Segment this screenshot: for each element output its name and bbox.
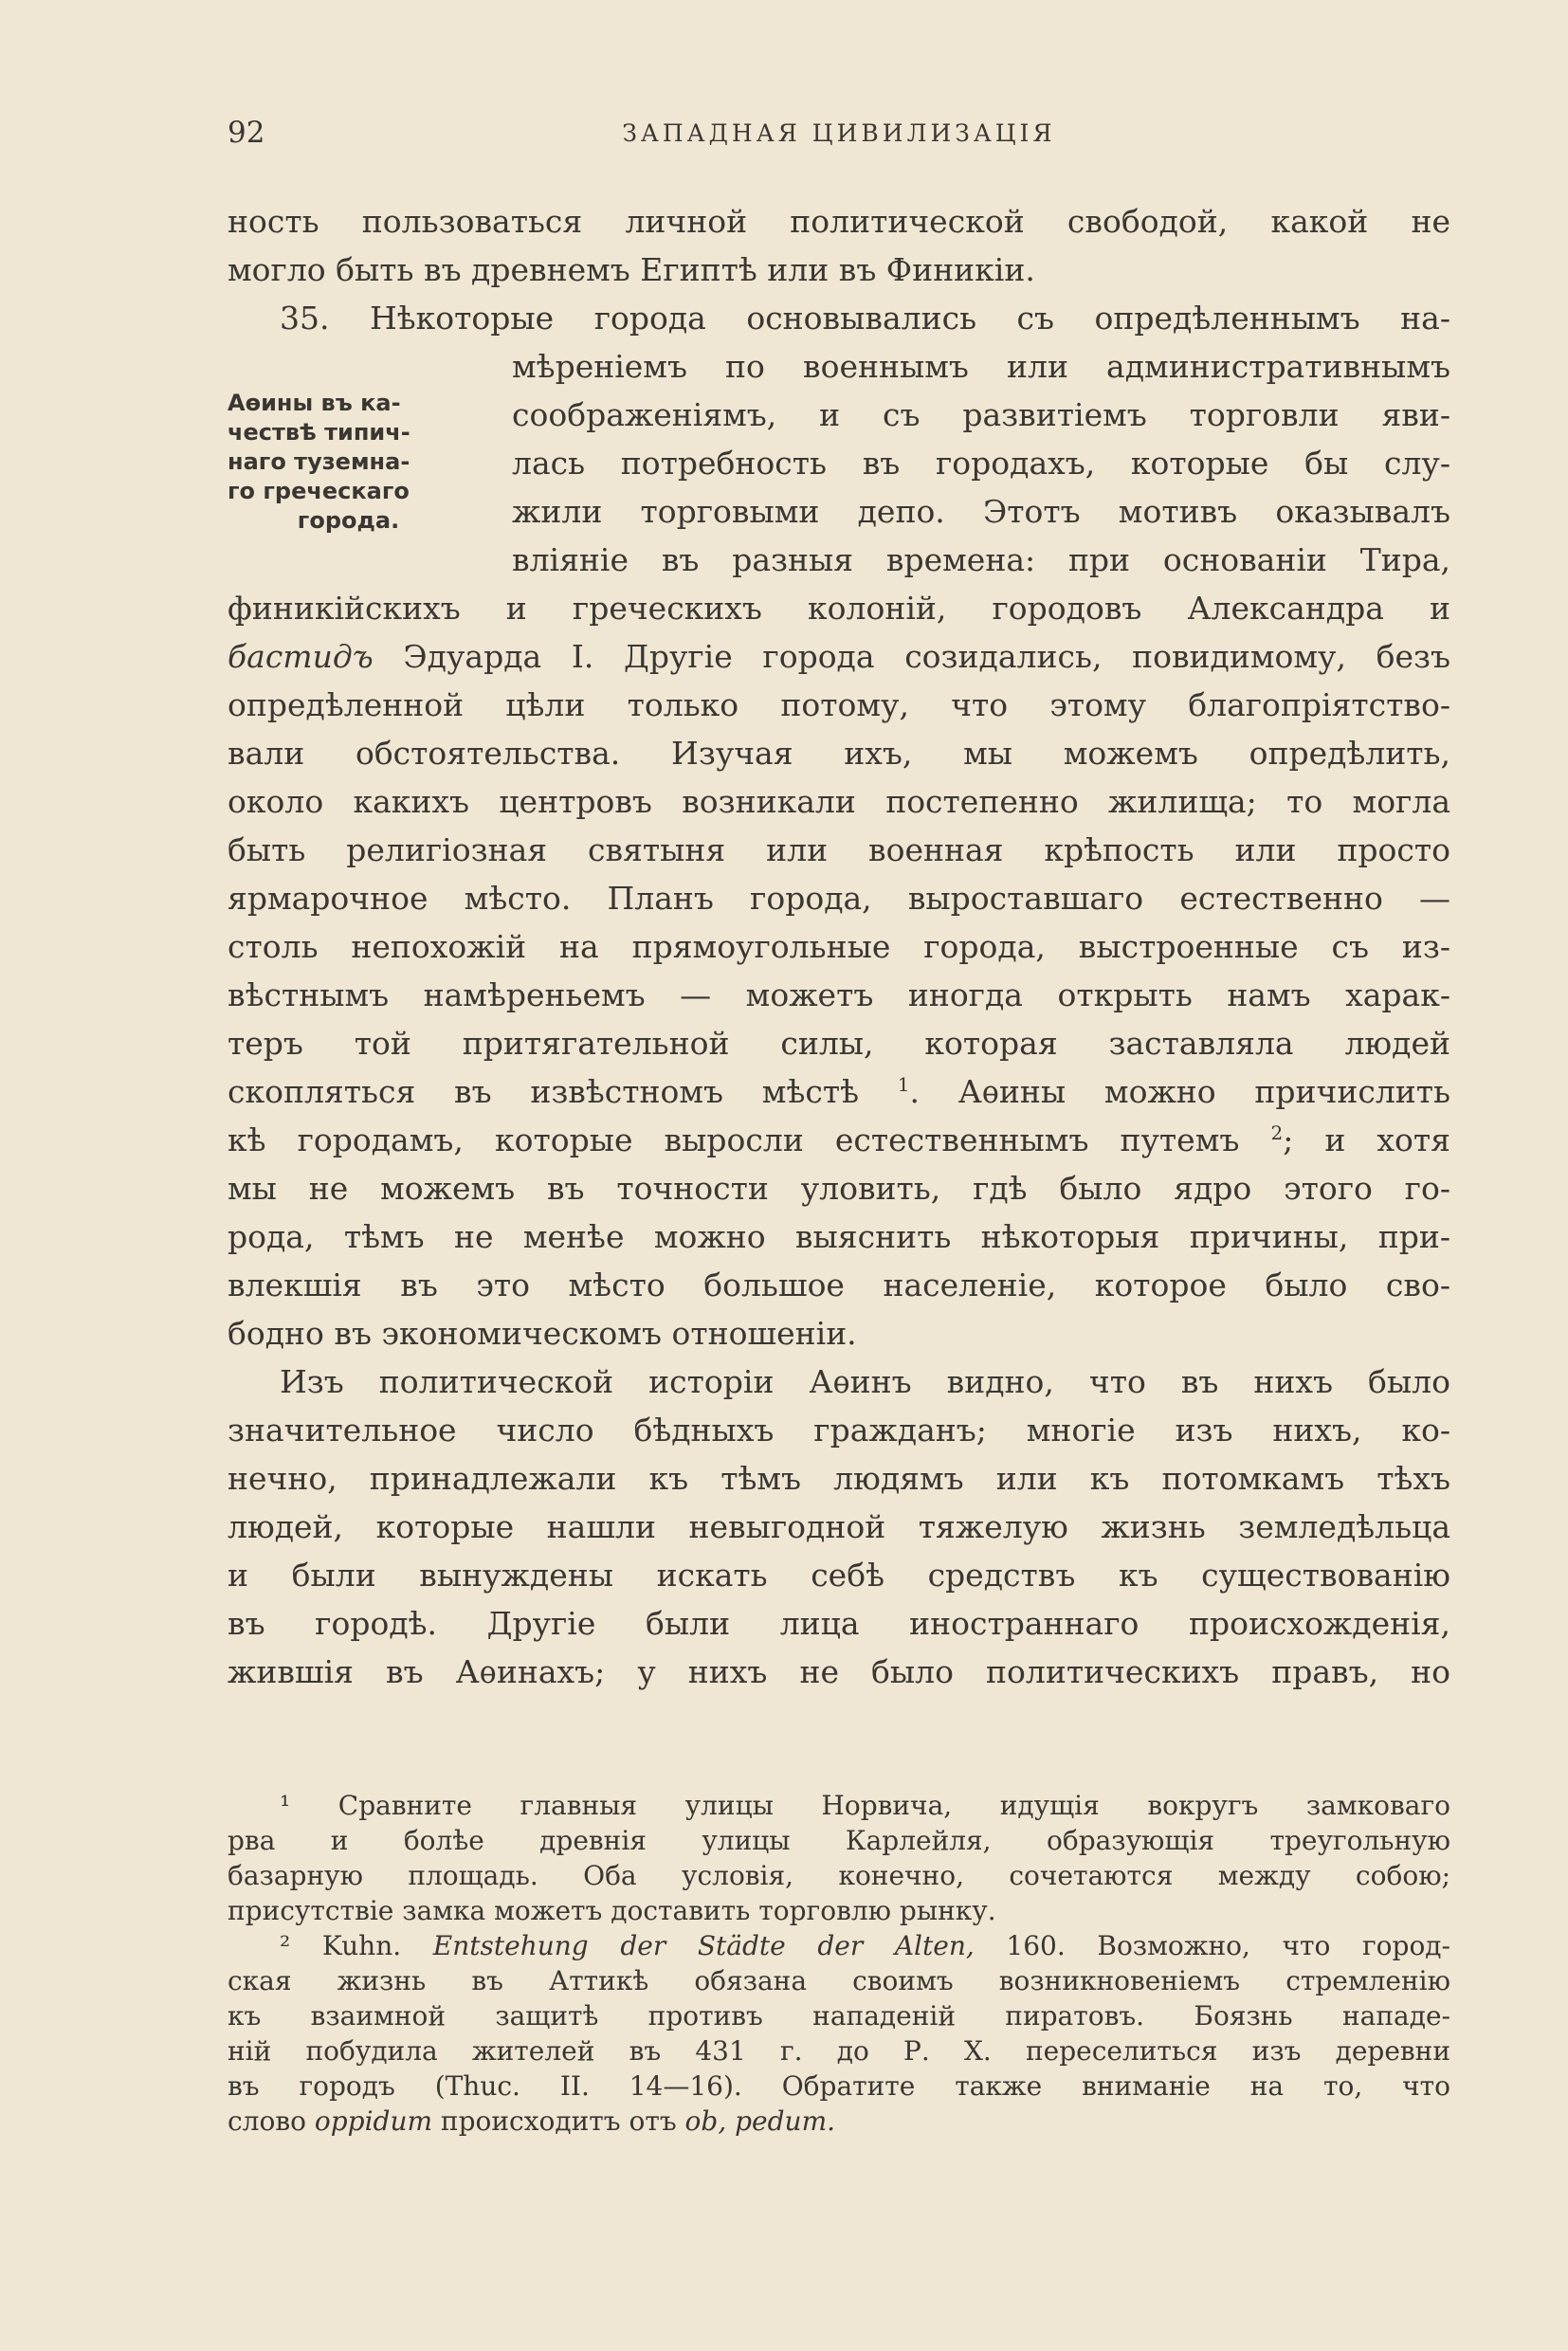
text-line: опредѣленной цѣли только потому, что этому благопріятство- — [228, 686, 1450, 723]
text-line: скопляться въ извѣстномъ мѣстѣ $^1$. Аѳины можно причислить — [228, 1073, 1450, 1110]
text-line: мы не можемъ въ точности уловить, гдѣ было ядро этого го- — [228, 1170, 1450, 1207]
text-line: и были вынуждены искать себѣ средствъ къ существованію — [228, 1557, 1450, 1594]
footnotes — [228, 1788, 1450, 2139]
margin-note-line: чествѣ типич- — [228, 419, 410, 446]
text-line: въ городѣ. Другіе были лица иностраннаго происхожденія, — [228, 1605, 1450, 1642]
running-head: ЗАПАДНАЯ ЦИВИЛИЗАЦІЯ — [622, 119, 1056, 147]
text-line: вѣстнымъ намѣреньемъ — можетъ иногда открыть намъ харак- — [228, 976, 1450, 1013]
italic-term: oppidum — [314, 2105, 433, 2137]
text-line: ярмарочное мѣсто. Планъ города, выроставшаго естественно — — [228, 880, 1450, 917]
text-line: могло быть въ древнемъ Египтѣ или въ Финикіи. — [228, 251, 1035, 288]
text-line: кѣ городамъ, которые выросли естественнымъ путемъ $^2$; и хотя — [228, 1121, 1450, 1158]
text-line: лась потребность въ городахъ, которые бы слу- — [512, 445, 1450, 482]
footnote-line: ¹ Сравните главныя улицы Норвича, идущія вокругъ замковаго — [280, 1790, 1450, 1821]
margin-note-line: го греческаго — [228, 478, 410, 504]
footnote-ref: 2 — [1270, 1121, 1284, 1144]
text-line: бодно въ экономическомъ отношеніи. — [228, 1315, 857, 1352]
footnote-line: въ городъ (Thuc. II. 14—16). Обратите также вниманіе на то, что — [228, 2070, 1450, 2102]
footnote-ref: 1 — [897, 1073, 910, 1096]
text-line: соображеніямъ, и съ развитіемъ торговли яви- — [512, 396, 1450, 433]
text-line: рода, тѣмъ не менѣе можно выяснить нѣкоторыя причины, при- — [228, 1218, 1450, 1255]
italic-term: бастидъ — [228, 638, 374, 675]
page-header — [228, 116, 1450, 154]
margin-note-line: Аѳины въ ка- — [228, 390, 401, 416]
footnote-line: ² Kuhn. Entstehung der Städte der Alten, 160. Возможно, что город- — [280, 1930, 1450, 1961]
footnote-line: присутствіе замка можетъ доставить торговлю рынку. — [228, 1895, 996, 1926]
cited-title: Entstehung der Städte der Alten, — [432, 1930, 975, 1961]
text-line: влекшія въ это мѣсто большое населеніе, которое было сво- — [228, 1267, 1450, 1303]
text-line: жившія въ Аѳинахъ; у нихъ не было политическихъ правъ, но — [228, 1653, 1450, 1690]
text-line: Изъ политической исторіи Аѳинъ видно, что въ нихъ было — [280, 1363, 1450, 1400]
margin-note-line: города. — [297, 507, 400, 534]
body-text — [228, 197, 1450, 1696]
footnote-line: рва и болѣе древнія улицы Карлейля, образующія треугольную — [228, 1825, 1450, 1856]
text-line: мѣреніемъ по военнымъ или административнымъ — [512, 348, 1450, 385]
footnote-line: ская жизнь въ Аттикѣ обязана своимъ возникновеніемъ стремленію — [228, 1965, 1450, 1996]
text-line: быть религіозная святыня или военная крѣпость или просто — [228, 831, 1450, 868]
text-line: нечно, принадлежали къ тѣмъ людямъ или къ потомкамъ тѣхъ — [228, 1460, 1450, 1497]
text-line: значительное число бѣдныхъ гражданъ; многіе изъ нихъ, ко- — [228, 1412, 1450, 1449]
text-line: ность пользоваться личной политической свободой, какой не — [228, 203, 1450, 240]
text-line: 35. Нѣкоторые города основывались съ опредѣленнымъ на- — [280, 300, 1450, 337]
footnote-2 — [228, 1928, 1450, 2139]
text-line: теръ той притягательной силы, которая заставляла людей — [228, 1025, 1450, 1062]
text-line: людей, которые нашли невыгодной тяжелую жизнь земледѣльца — [228, 1508, 1450, 1545]
text-line: бастидъ Эдуарда I. Другіе города созидались, повидимому, безъ — [228, 638, 1450, 675]
footnote-line: базарную площадь. Оба условія, конечно, сочетаются между собою; — [228, 1860, 1450, 1891]
text-line: около какихъ центровъ возникали постепенно жилища; то могла — [228, 783, 1450, 820]
text-line: вали обстоятельства. Изучая ихъ, мы можемъ опредѣлить, — [228, 735, 1450, 772]
text-line: вліяніе въ разныя времена: при основаніи Тира, — [512, 541, 1450, 578]
footnote-line: слово oppidum происходитъ отъ ob, pedum. — [228, 2105, 836, 2137]
footnote-line: ній побудила жителей въ 431 г. до Р. Х. переселиться изъ деревни — [228, 2035, 1450, 2067]
text-line: финикійскихъ и греческихъ колоній, городовъ Александра и — [228, 590, 1450, 627]
page-number: 92 — [228, 116, 265, 150]
footnote-line: къ взаимной защитѣ противъ нападеній пиратовъ. Боязнь нападе- — [228, 2000, 1450, 2032]
text-line: столь непохожій на прямоугольные города, выстроенные съ из- — [228, 928, 1450, 965]
margin-note-line: наго туземна- — [228, 448, 410, 475]
text-line: жили торговыми депо. Этотъ мотивъ оказывалъ — [512, 493, 1450, 530]
italic-term: ob, pedum. — [684, 2105, 836, 2137]
footnote-1 — [228, 1788, 1450, 1928]
